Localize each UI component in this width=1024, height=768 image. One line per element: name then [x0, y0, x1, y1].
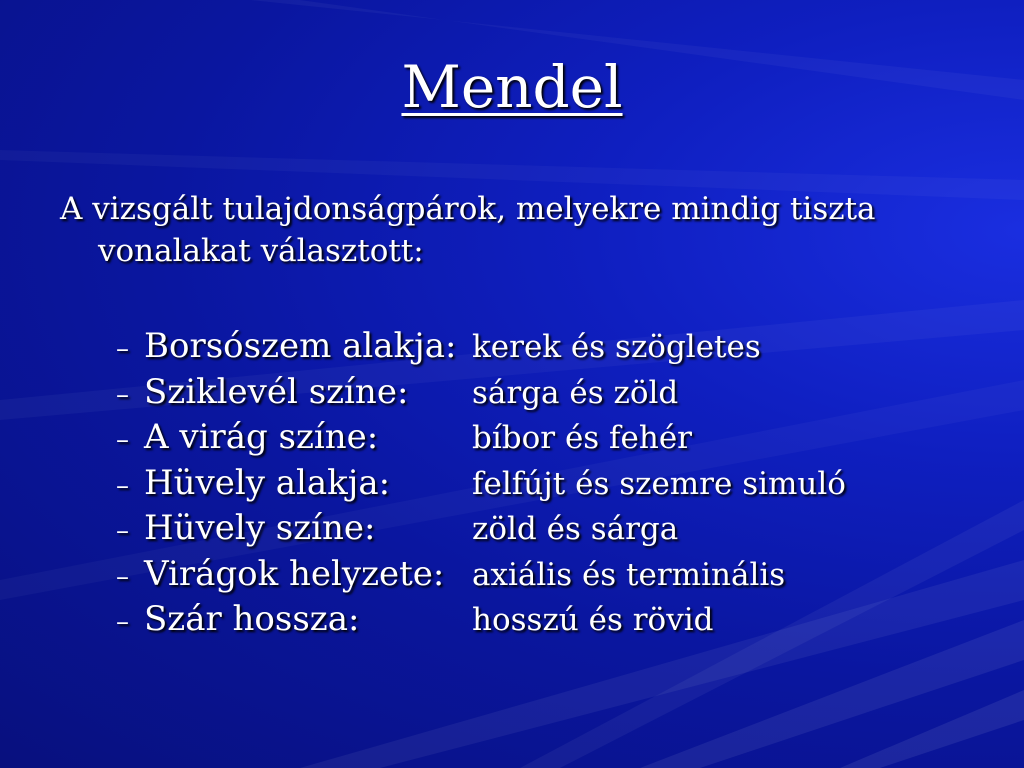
bullet-dash: –	[116, 334, 129, 364]
trait-property: Virágok helyzete:	[144, 553, 445, 594]
bullet-dash: –	[116, 470, 129, 501]
slide-title: Mendel	[401, 53, 623, 121]
trait-values: felfújt és szemre simuló	[472, 465, 846, 502]
list-item	[116, 461, 976, 507]
trait-property: Borsószem alakja:	[144, 326, 457, 366]
bullet-dash: –	[116, 607, 129, 637]
list-item	[116, 506, 976, 552]
trait-property: Szár hossza:	[144, 599, 360, 639]
trait-values: hosszú és rövid	[472, 602, 714, 638]
trait-values: axiális és terminális	[472, 556, 786, 593]
list-item	[116, 552, 976, 598]
bullet-dash: –	[116, 425, 129, 455]
trait-property: A virág színe:	[144, 417, 379, 457]
trait-property: Hüvely színe:	[144, 508, 376, 548]
trait-property: Hüvely alakja:	[144, 462, 391, 503]
intro-line-1: A vizsgált tulajdonságpárok, melyekre mindig tiszta	[60, 191, 876, 227]
list-item	[116, 415, 976, 461]
trait-values: sárga és zöld	[472, 374, 679, 411]
bullet-dash: –	[116, 379, 129, 410]
trait-property: Sziklevél színe:	[144, 371, 409, 412]
list-item	[116, 370, 976, 416]
trait-values: bíbor és fehér	[472, 420, 692, 456]
intro-text	[60, 188, 940, 272]
intro-line-2: vonalakat választott:	[98, 233, 424, 269]
list-item	[116, 597, 976, 643]
bullet-dash: –	[116, 516, 129, 546]
trait-values: zöld és sárga	[472, 511, 679, 547]
bullet-dash: –	[116, 561, 129, 592]
list-item	[116, 324, 976, 370]
trait-values: kerek és szögletes	[472, 329, 761, 365]
trait-list	[116, 324, 976, 643]
